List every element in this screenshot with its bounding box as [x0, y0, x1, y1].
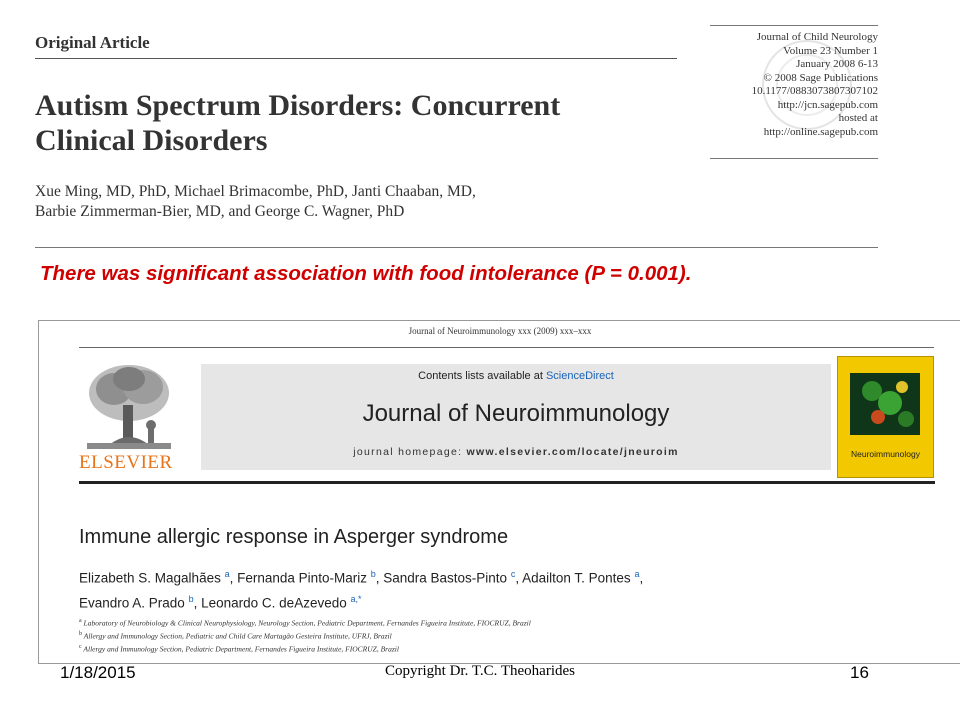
cover-image — [850, 373, 920, 435]
journal-info-line: hosted at — [838, 112, 878, 124]
running-header-rule — [79, 347, 934, 348]
paper-clipping — [38, 320, 960, 664]
journal-info-line: http://jcn.sagepub.com — [777, 98, 878, 111]
journal-info-line: http://online.sagepub.com — [763, 125, 878, 138]
author-affil-mark: b — [370, 569, 376, 579]
journal-info-line: January 2008 6-13 — [796, 58, 878, 70]
journal-info-line: Volume 23 Number 1 — [783, 44, 878, 57]
journal-info-line: © 2008 Sage Publications — [763, 71, 878, 84]
elsevier-wordmark: ELSEVIER — [79, 452, 173, 473]
affiliation-line — [79, 616, 949, 629]
cover-label: Neuroimmunology — [851, 449, 920, 459]
author-affil-mark: b — [188, 593, 194, 604]
paper-title: Immune allergic response in Asperger syndrome — [79, 526, 509, 548]
author-affil-mark: c — [510, 569, 516, 579]
affiliations — [79, 616, 949, 655]
affil-text: Allergy and Immunology Section, Pediatric and Child Care Martagão Gesteira Institute, UFRJ, Brazil — [83, 631, 392, 641]
sciencedirect-link[interactable]: ScienceDirect — [545, 370, 614, 382]
journal-homepage — [201, 446, 831, 458]
article-authors — [35, 182, 675, 222]
journal-banner — [201, 364, 831, 470]
author-affil-mark: a — [634, 569, 640, 579]
affiliation-line — [79, 629, 949, 642]
footer-date: 1/18/2015 — [60, 663, 136, 682]
author-name: Leonardo C. deAzevedo — [201, 595, 347, 610]
journal-info-box — [710, 25, 878, 159]
author-name: Elizabeth S. Magalhães — [79, 570, 221, 586]
affil-text: Allergy and Immunology Section, Pediatric Department, Fernandes Figueira Institute, FIOCRUZ, Brazil — [83, 644, 399, 654]
journal-cover-thumbnail — [837, 356, 934, 478]
authors-divider — [35, 247, 878, 248]
homepage-url-link[interactable]: www.elsevier.com/locate/jneuroim — [466, 446, 679, 458]
author-name: Evandro A. Prado — [79, 595, 185, 610]
elsevier-tree-logo-icon — [79, 359, 179, 453]
finding-statement: There was significant association with food intolerance (P = 0.001). — [40, 262, 692, 285]
affil-text: Laboratory of Neurobiology & Clinical Neurophysiology, Neurology Section, Pediatric Department, Fernandes Figueira Institute, FIOCRUZ, Brazil — [83, 618, 531, 628]
author-name: Sandra Bastos-Pinto — [383, 570, 508, 586]
author-name: Fernanda Pinto-Mariz — [237, 570, 367, 586]
author-affil-mark: a,* — [350, 593, 362, 604]
header-divider — [35, 58, 677, 59]
affil-mark: a — [79, 618, 82, 624]
journal-info-line: 10.1177/0883073807307102 — [751, 85, 878, 97]
affil-mark: b — [79, 631, 82, 637]
contents-prefix: Contents lists available at — [418, 370, 546, 382]
article-title-line-2: Clinical Disorders — [35, 124, 268, 157]
affil-mark: c — [79, 644, 82, 650]
author-affil-mark: a — [224, 569, 230, 579]
authors-line-2: Barbie Zimmerman-Bier, MD, and George C. Wagner, PhD — [35, 203, 405, 220]
slide-number: 16 — [850, 663, 869, 682]
author-name: Adailton T. Pontes — [522, 570, 631, 586]
affiliation-line — [79, 642, 949, 655]
journal-info-line: Journal of Child Neurology — [756, 31, 878, 43]
paper-authors: Elizabeth S. Magalhães $^a$, Fernanda Pinto-Mariz $^b$, Sandra Bastos-Pinto $^c$, Adailton T. Pontes $^a$, Evandro A. Prado $^b$, Leonardo C. deAzevedo $^{a,*}$ — [79, 569, 644, 610]
authors-line-1: Xue Ming, MD, PhD, Michael Brimacombe, PhD, Janti Chaaban, MD, — [35, 183, 476, 200]
journal-title: Journal of Neuroimmunology — [362, 400, 670, 427]
masthead-rule — [79, 481, 935, 484]
journal-info-lines — [752, 31, 878, 139]
article-title-line-1: Autism Spectrum Disorders: Concurrent — [35, 89, 561, 122]
homepage-prefix: journal homepage: — [353, 446, 467, 458]
footer-copyright: Copyright Dr. T.C. Theoharides — [385, 663, 575, 679]
article-title — [35, 88, 695, 158]
contents-available — [201, 370, 831, 382]
article-section-label: Original Article — [35, 33, 150, 52]
running-header: Journal of Neuroimmunology xxx (2009) xxx–xxx — [408, 326, 592, 336]
